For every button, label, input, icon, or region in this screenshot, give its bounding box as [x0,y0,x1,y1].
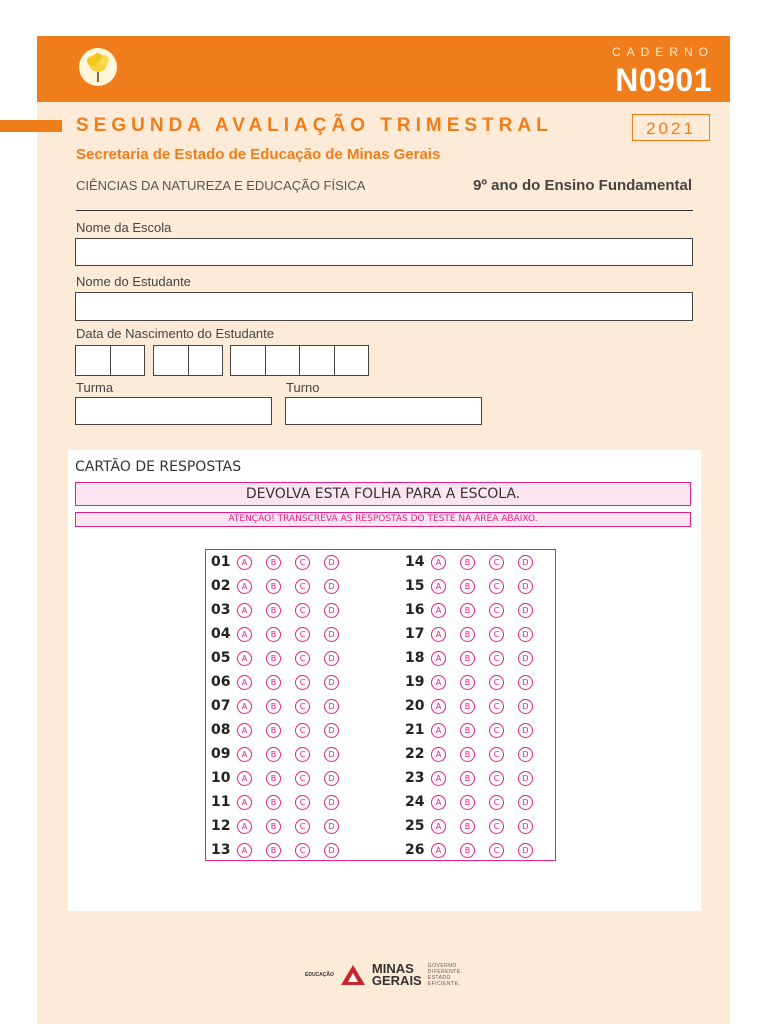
tagline-line-3: ESTADO [427,975,451,981]
answer-bubble[interactable]: C [295,699,310,714]
birthdate-label: Data de Nascimento do Estudante [76,326,275,341]
answer-bubble[interactable]: C [489,603,504,618]
brand-wordmark [372,963,422,987]
question-number: 24 [405,794,425,810]
question-row [405,791,547,813]
answer-bubble[interactable]: D [324,627,339,642]
answer-bubble[interactable]: A [431,843,446,858]
answer-bubble[interactable]: B [266,771,281,786]
answer-bubble[interactable]: A [237,579,252,594]
answer-bubble[interactable]: C [489,627,504,642]
student-name-field[interactable] [75,292,693,321]
shift-label: Turno [286,380,320,395]
question-number: 25 [405,818,425,834]
answer-bubble[interactable]: D [518,579,533,594]
answer-bubble[interactable]: B [460,555,475,570]
answer-bubble[interactable]: C [295,771,310,786]
birth-day-field[interactable] [75,345,145,376]
question-number: 19 [405,674,425,690]
answer-bubble[interactable]: B [460,843,475,858]
question-number: 09 [211,746,231,762]
question-number: 04 [211,626,231,642]
education-label: EDUCAÇÃO [305,972,334,978]
question-number: 05 [211,650,231,666]
question-row [405,695,547,717]
answer-bubble[interactable]: A [237,699,252,714]
answer-bubble[interactable]: B [266,651,281,666]
school-name-field[interactable] [75,238,693,266]
question-number: 18 [405,650,425,666]
class-label: Turma [76,380,114,395]
question-row [211,647,353,669]
answer-bubble[interactable]: D [324,555,339,570]
question-number: 10 [211,770,231,786]
answer-bubble[interactable]: A [237,819,252,834]
question-number: 22 [405,746,425,762]
answer-bubble[interactable]: B [460,795,475,810]
answer-bubble[interactable]: D [518,795,533,810]
answer-bubble[interactable]: D [518,603,533,618]
answer-bubble[interactable]: C [489,699,504,714]
answer-card-title: CARTÃO DE RESPOSTAS [75,459,242,475]
answer-bubble[interactable]: A [431,795,446,810]
answer-bubble[interactable]: B [266,699,281,714]
grade-level: 9º ano do Ensino Fundamental [473,177,692,194]
answer-bubble[interactable]: D [324,675,339,690]
answer-bubble[interactable]: D [324,747,339,762]
question-row [405,551,547,573]
answer-bubble[interactable]: D [324,603,339,618]
answer-bubble[interactable]: B [266,819,281,834]
answer-bubble[interactable]: D [324,579,339,594]
answer-bubble[interactable]: C [489,723,504,738]
answer-bubble[interactable]: A [237,627,252,642]
answer-bubble[interactable]: B [460,627,475,642]
answer-bubble[interactable]: D [518,723,533,738]
question-row [405,767,547,789]
tagline-line-2: DIFERENTE. [427,969,463,975]
answer-bubble[interactable]: C [489,651,504,666]
answer-bubble[interactable]: D [518,747,533,762]
answer-bubble[interactable]: C [295,819,310,834]
answer-bubble[interactable]: A [237,675,252,690]
answer-bubble[interactable]: B [266,627,281,642]
answer-bubble[interactable]: B [266,723,281,738]
answer-bubble[interactable]: B [460,579,475,594]
question-number: 12 [211,818,231,834]
answer-bubble[interactable]: D [324,843,339,858]
answer-bubble[interactable]: D [518,627,533,642]
question-row [405,671,547,693]
answer-bubble[interactable]: C [295,723,310,738]
question-row [405,815,547,837]
student-name-label: Nome do Estudante [76,274,191,289]
tagline-line-4: EFICIENTE. [427,981,461,987]
answer-bubble[interactable]: C [489,555,504,570]
answer-bubble[interactable]: A [431,579,446,594]
answer-bubble[interactable]: D [324,771,339,786]
answer-bubble[interactable]: C [295,795,310,810]
birth-year-field[interactable] [230,345,369,376]
answer-bubble[interactable]: D [324,723,339,738]
answer-bubble[interactable]: A [431,723,446,738]
question-number: 06 [211,674,231,690]
answer-bubble[interactable]: B [460,699,475,714]
question-number: 26 [405,842,425,858]
question-row [211,575,353,597]
question-number: 11 [211,794,231,810]
question-row [211,815,353,837]
answer-bubble[interactable]: D [324,651,339,666]
answer-bubble[interactable]: A [431,819,446,834]
answer-bubble[interactable]: A [431,675,446,690]
question-row [405,743,547,765]
answer-bubble[interactable]: A [237,771,252,786]
question-number: 14 [405,554,425,570]
answer-bubble[interactable]: C [295,843,310,858]
answer-bubble[interactable]: D [518,699,533,714]
question-number: 03 [211,602,231,618]
answer-bubble[interactable]: A [431,771,446,786]
answer-bubble[interactable]: C [295,555,310,570]
question-row [211,599,353,621]
answer-bubble[interactable]: B [266,555,281,570]
answer-bubble[interactable]: B [460,819,475,834]
answer-bubble[interactable]: D [518,843,533,858]
booklet-label: CADERNO [611,45,714,59]
question-row [211,791,353,813]
question-number: 20 [405,698,425,714]
answer-bubble[interactable]: A [431,651,446,666]
answer-bubble[interactable]: B [460,675,475,690]
question-row [405,839,547,861]
answer-card [68,450,701,911]
question-number: 08 [211,722,231,738]
answer-bubble[interactable]: B [266,747,281,762]
attention-notice: ATENÇÃO! TRANSCREVA AS RESPOSTAS DO TESTE NA ÁREA ABAIXO. [75,512,691,527]
footer-logo [305,960,462,990]
question-row [211,719,353,741]
header-bar [37,36,730,102]
answer-bubble[interactable]: B [460,747,475,762]
answer-bubble[interactable]: D [324,699,339,714]
tagline-line-1: GOVERNO [427,963,457,969]
question-number: 15 [405,578,425,594]
exam-title: SEGUNDA AVALIAÇÃO TRIMESTRAL [76,115,553,136]
answer-bubble[interactable]: C [295,603,310,618]
question-row [211,671,353,693]
minas-gerais-triangle-icon [340,964,366,986]
answer-bubble[interactable]: B [266,795,281,810]
answer-bubble[interactable]: A [237,555,252,570]
booklet-code: N0901 [615,62,712,98]
question-row [211,551,353,573]
question-row [405,623,547,645]
question-row [211,623,353,645]
answer-bubble[interactable]: B [460,603,475,618]
question-row [211,695,353,717]
yellow-ipe-tree-icon [79,48,117,86]
answer-bubble[interactable]: B [460,771,475,786]
question-row [405,719,547,741]
question-row [405,647,547,669]
answer-bubble[interactable]: B [266,843,281,858]
secretariat-name: Secretaria de Estado de Educação de Minas Gerais [76,146,441,163]
answer-bubble[interactable]: C [295,651,310,666]
answer-bubble[interactable]: A [237,843,252,858]
answer-bubble[interactable]: B [266,579,281,594]
question-number: 07 [211,698,231,714]
answer-bubble[interactable]: C [489,579,504,594]
answer-bubble[interactable]: C [489,819,504,834]
answer-bubble[interactable]: D [324,795,339,810]
answer-bubble[interactable]: A [431,627,446,642]
question-number: 21 [405,722,425,738]
brand-line-1: MINAS [371,961,414,976]
answer-bubble[interactable]: A [237,747,252,762]
class-field[interactable] [75,397,272,425]
question-number: 13 [211,842,231,858]
answer-bubble[interactable]: A [237,651,252,666]
return-notice: DEVOLVA ESTA FOLHA PARA A ESCOLA. [75,482,691,506]
school-name-label: Nome da Escola [76,220,172,235]
answer-bubble[interactable]: A [431,603,446,618]
question-row [211,839,353,861]
question-row [405,575,547,597]
answer-bubble[interactable]: A [431,555,446,570]
answer-bubble[interactable]: C [489,771,504,786]
answer-bubble[interactable]: D [518,771,533,786]
answer-bubble[interactable]: A [431,747,446,762]
answer-bubble[interactable]: D [518,819,533,834]
answer-bubble[interactable]: B [460,651,475,666]
question-row [211,767,353,789]
answer-bubble[interactable]: B [460,723,475,738]
birth-month-field[interactable] [153,345,223,376]
answer-bubble[interactable]: D [324,819,339,834]
answer-bubble[interactable]: D [518,675,533,690]
answer-bubble[interactable]: C [295,627,310,642]
answer-bubble[interactable]: D [518,555,533,570]
question-number: 02 [211,578,231,594]
answer-grid [205,549,556,861]
answer-bubble[interactable]: C [295,579,310,594]
answer-bubble[interactable]: C [295,747,310,762]
question-row [405,599,547,621]
header-divider [76,210,693,211]
answer-bubble[interactable]: A [431,699,446,714]
answer-bubble[interactable]: D [518,651,533,666]
answer-bubble[interactable]: A [237,603,252,618]
answer-bubble[interactable]: C [489,843,504,858]
question-number: 23 [405,770,425,786]
answer-bubble[interactable]: C [489,795,504,810]
shift-field[interactable] [285,397,482,425]
answer-bubble[interactable]: B [266,675,281,690]
question-row [211,743,353,765]
government-tagline [428,963,463,987]
subject-area: CIÊNCIAS DA NATUREZA E EDUCAÇÃO FÍSICA [76,178,366,193]
question-number: 16 [405,602,425,618]
decorative-side-bar [0,120,62,132]
question-number: 01 [211,554,231,570]
answer-bubble[interactable]: C [489,675,504,690]
answer-bubble[interactable]: A [237,723,252,738]
answer-bubble[interactable]: C [295,675,310,690]
brand-line-2: GERAIS [371,973,422,988]
question-number: 17 [405,626,425,642]
answer-bubble[interactable]: A [237,795,252,810]
exam-year: 2021 [632,114,710,141]
answer-bubble[interactable]: C [489,747,504,762]
answer-bubble[interactable]: B [266,603,281,618]
